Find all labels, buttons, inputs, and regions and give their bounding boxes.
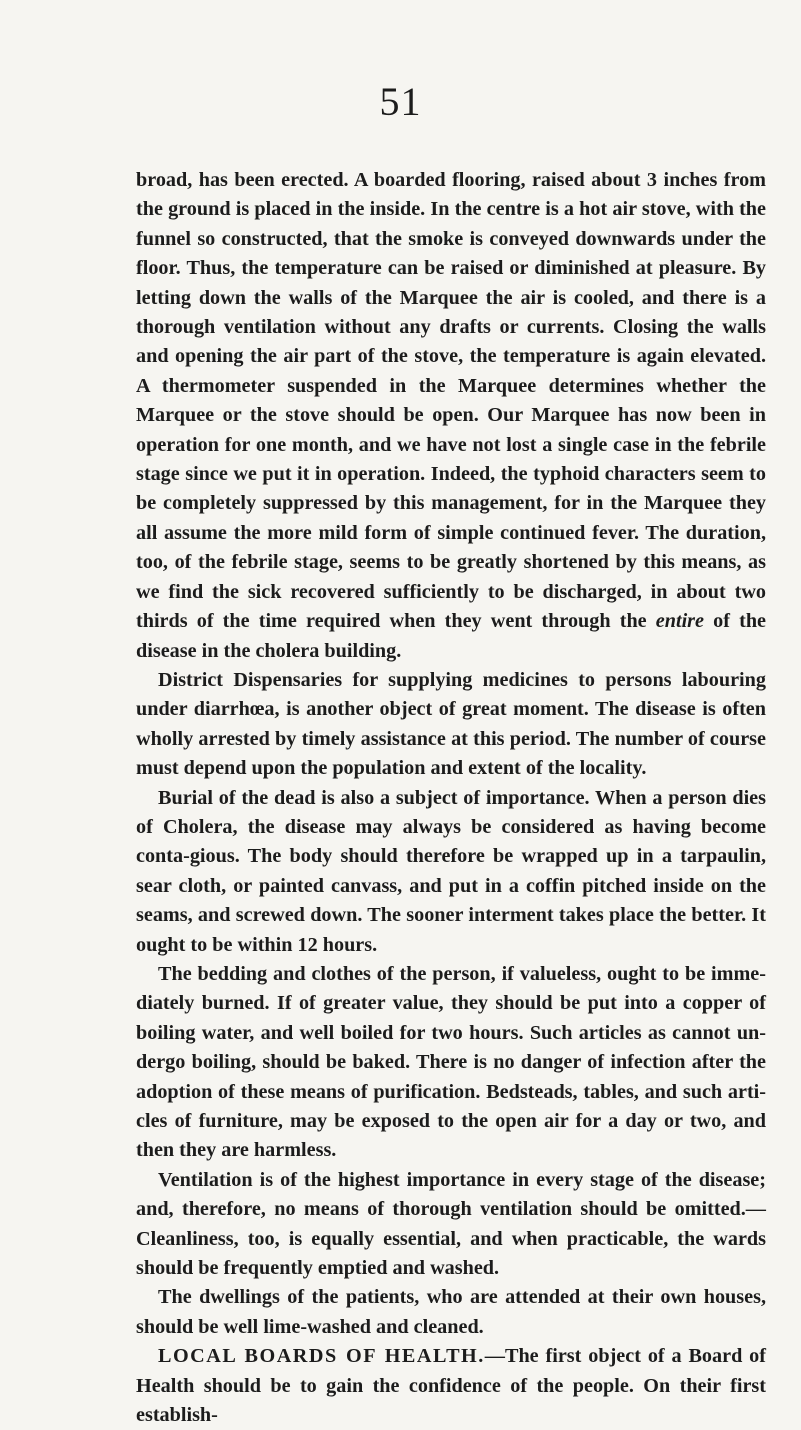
paragraph-ventilation: Ventilation is of the highest importance in every stage of the disease; and, therefore, no means of thorough ventilation should be omitted.— Cleanliness, too, is equally essential, and when practicable, the wards should be frequently emptied and washed. [136, 1168, 766, 1280]
paragraph-marquee-tail: of the disease in the cholera building. [136, 610, 767, 662]
paragraph-marquee-text: broad, has been erected. A boarded flooring, raised about 3 inches from the ground is placed in the inside. In the centre is a hot air stove, with the funnel so constructed, that the smoke is conveyed downwards under the floor. Thus, the temperature can be raised or diminished at pleasure. By letting down the walls of the Marquee the air is cooled, and there is a thorough ventilation without any drafts or currents. Closing the walls and opening the air part of the stove, the temperature is again elevated. A thermometer suspended in the Marquee determines whether the Marquee or the stove should be open. Our Marquee has now been in operation for one month, and we have not lost a single case in the febrile stage since we put it in operation. Indeed, the typhoid characters seem to be completely suppressed by this management, for in the Marquee they all assume the more mild form of simple continued fever. The duration, too, of the febrile stage, seems to be greatly shortened by this means, as we find the sick recovered sufficiently to be discharged, in about two thirds of the time required when they went through the [136, 169, 766, 633]
paragraph-dwellings: The dwellings of the patients, who are attended at their own houses, should be well lime-washed and cleaned. [136, 1286, 766, 1338]
paragraph-marquee [136, 166, 766, 666]
paragraph-dispensaries: District Dispensaries for supplying medicines to persons labouring under diarrhœa, is another object of great moment. The disease is often wholly arrested by timely assistance at this period. The number of course must depend upon the population and extent of the locality. [136, 668, 766, 780]
paragraph-bedding: The bedding and clothes of the person, if valueless, ought to be imme-diately burned. If of greater value, they should be put into a copper of boiling water, and well boiled for two hours. Such articles as cannot un-dergo boiling, should be baked. There is no danger of infection after the adoption of these means of purification. Bedsteads, tables, and such arti-cles of furniture, may be exposed to the open air for a day or two, and then they are harmless. [136, 962, 766, 1162]
body-text [136, 166, 766, 1430]
paragraph-local-boards-text: —The first object of a Board of Health should be to gain the confidence of the people. On their first establish- [136, 1345, 766, 1427]
paragraph-local-boards [136, 1342, 766, 1430]
section-heading-local-boards: LOCAL BOARDS OF HEALTH. [158, 1345, 485, 1368]
emphasis-entire: entire [655, 610, 705, 633]
page-number: 51 [379, 79, 422, 124]
paragraph-burial: Burial of the dead is also a subject of importance. When a person dies of Cholera, the disease may always be considered as having become conta-gious. The body should therefore be wrapped up in a tarpaulin, sear cloth, or painted canvass, and put in a coffin pitched inside on the seams, and screwed down. The sooner interment takes place the better. It ought to be within 12 hours. [136, 786, 766, 956]
